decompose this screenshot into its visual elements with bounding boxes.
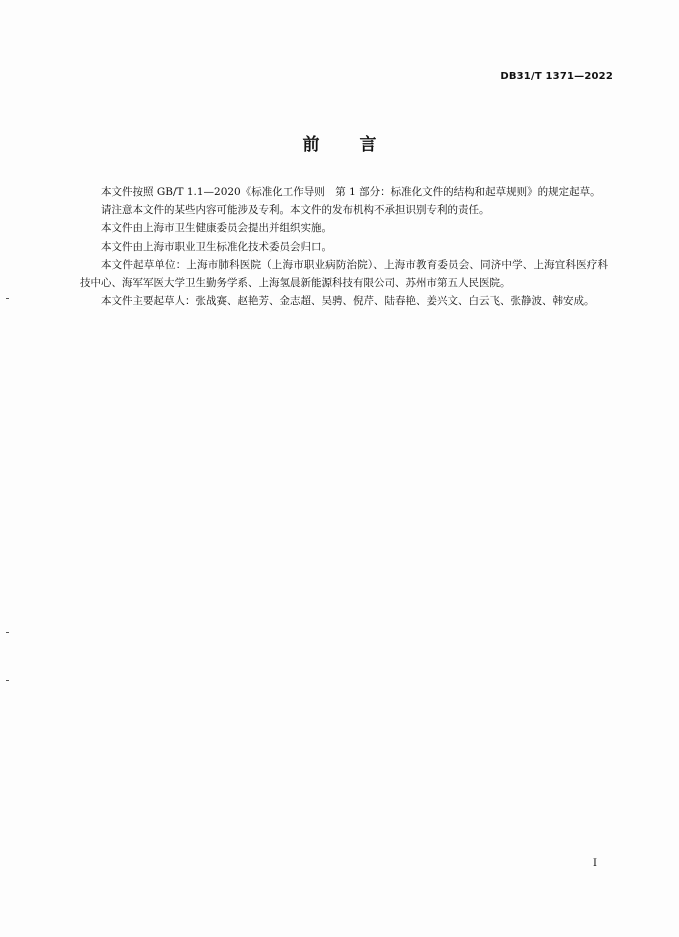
- scan-mark: [6, 680, 9, 681]
- paragraph-centralized-by: 本文件由上海市职业卫生标准化技术委员会归口。: [101, 240, 332, 253]
- scan-mark: [6, 632, 9, 633]
- paragraph-drafters: 本文件主要起草人：张战赛、赵艳芳、金志超、吴骋、倪芹、陆春艳、姜兴文、白云飞、张静波、韩安成。: [101, 295, 595, 308]
- paragraph-drafting-rules: 本文件按照 GB/T 1.1—2020《标准化工作导则 第 1 部分：标准化文件的结构和起草规则》的规定起草。: [101, 186, 601, 198]
- page-title: 前言: [302, 135, 417, 155]
- paragraph-patent-notice: 请注意本文件的某些内容可能涉及专利。本文件的发布机构不承担识别专利的责任。: [101, 204, 490, 217]
- scan-mark: [6, 298, 9, 299]
- paragraph-drafting-units: 本文件起草单位：上海市肺科医院（上海市职业病防治院）、上海市教育委员会、同济中学、上海宜科医疗科技中心、海军军医大学卫生勤务学系、上海氢晨新能源科技有限公司、苏州市第五人民医院。: [80, 258, 608, 290]
- page-number: I: [593, 858, 597, 869]
- foreword-body: [80, 183, 608, 310]
- paragraph-proposer: 本文件由上海市卫生健康委员会提出并组织实施。: [101, 222, 332, 235]
- document-code: DB31/T 1371—2022: [500, 71, 613, 82]
